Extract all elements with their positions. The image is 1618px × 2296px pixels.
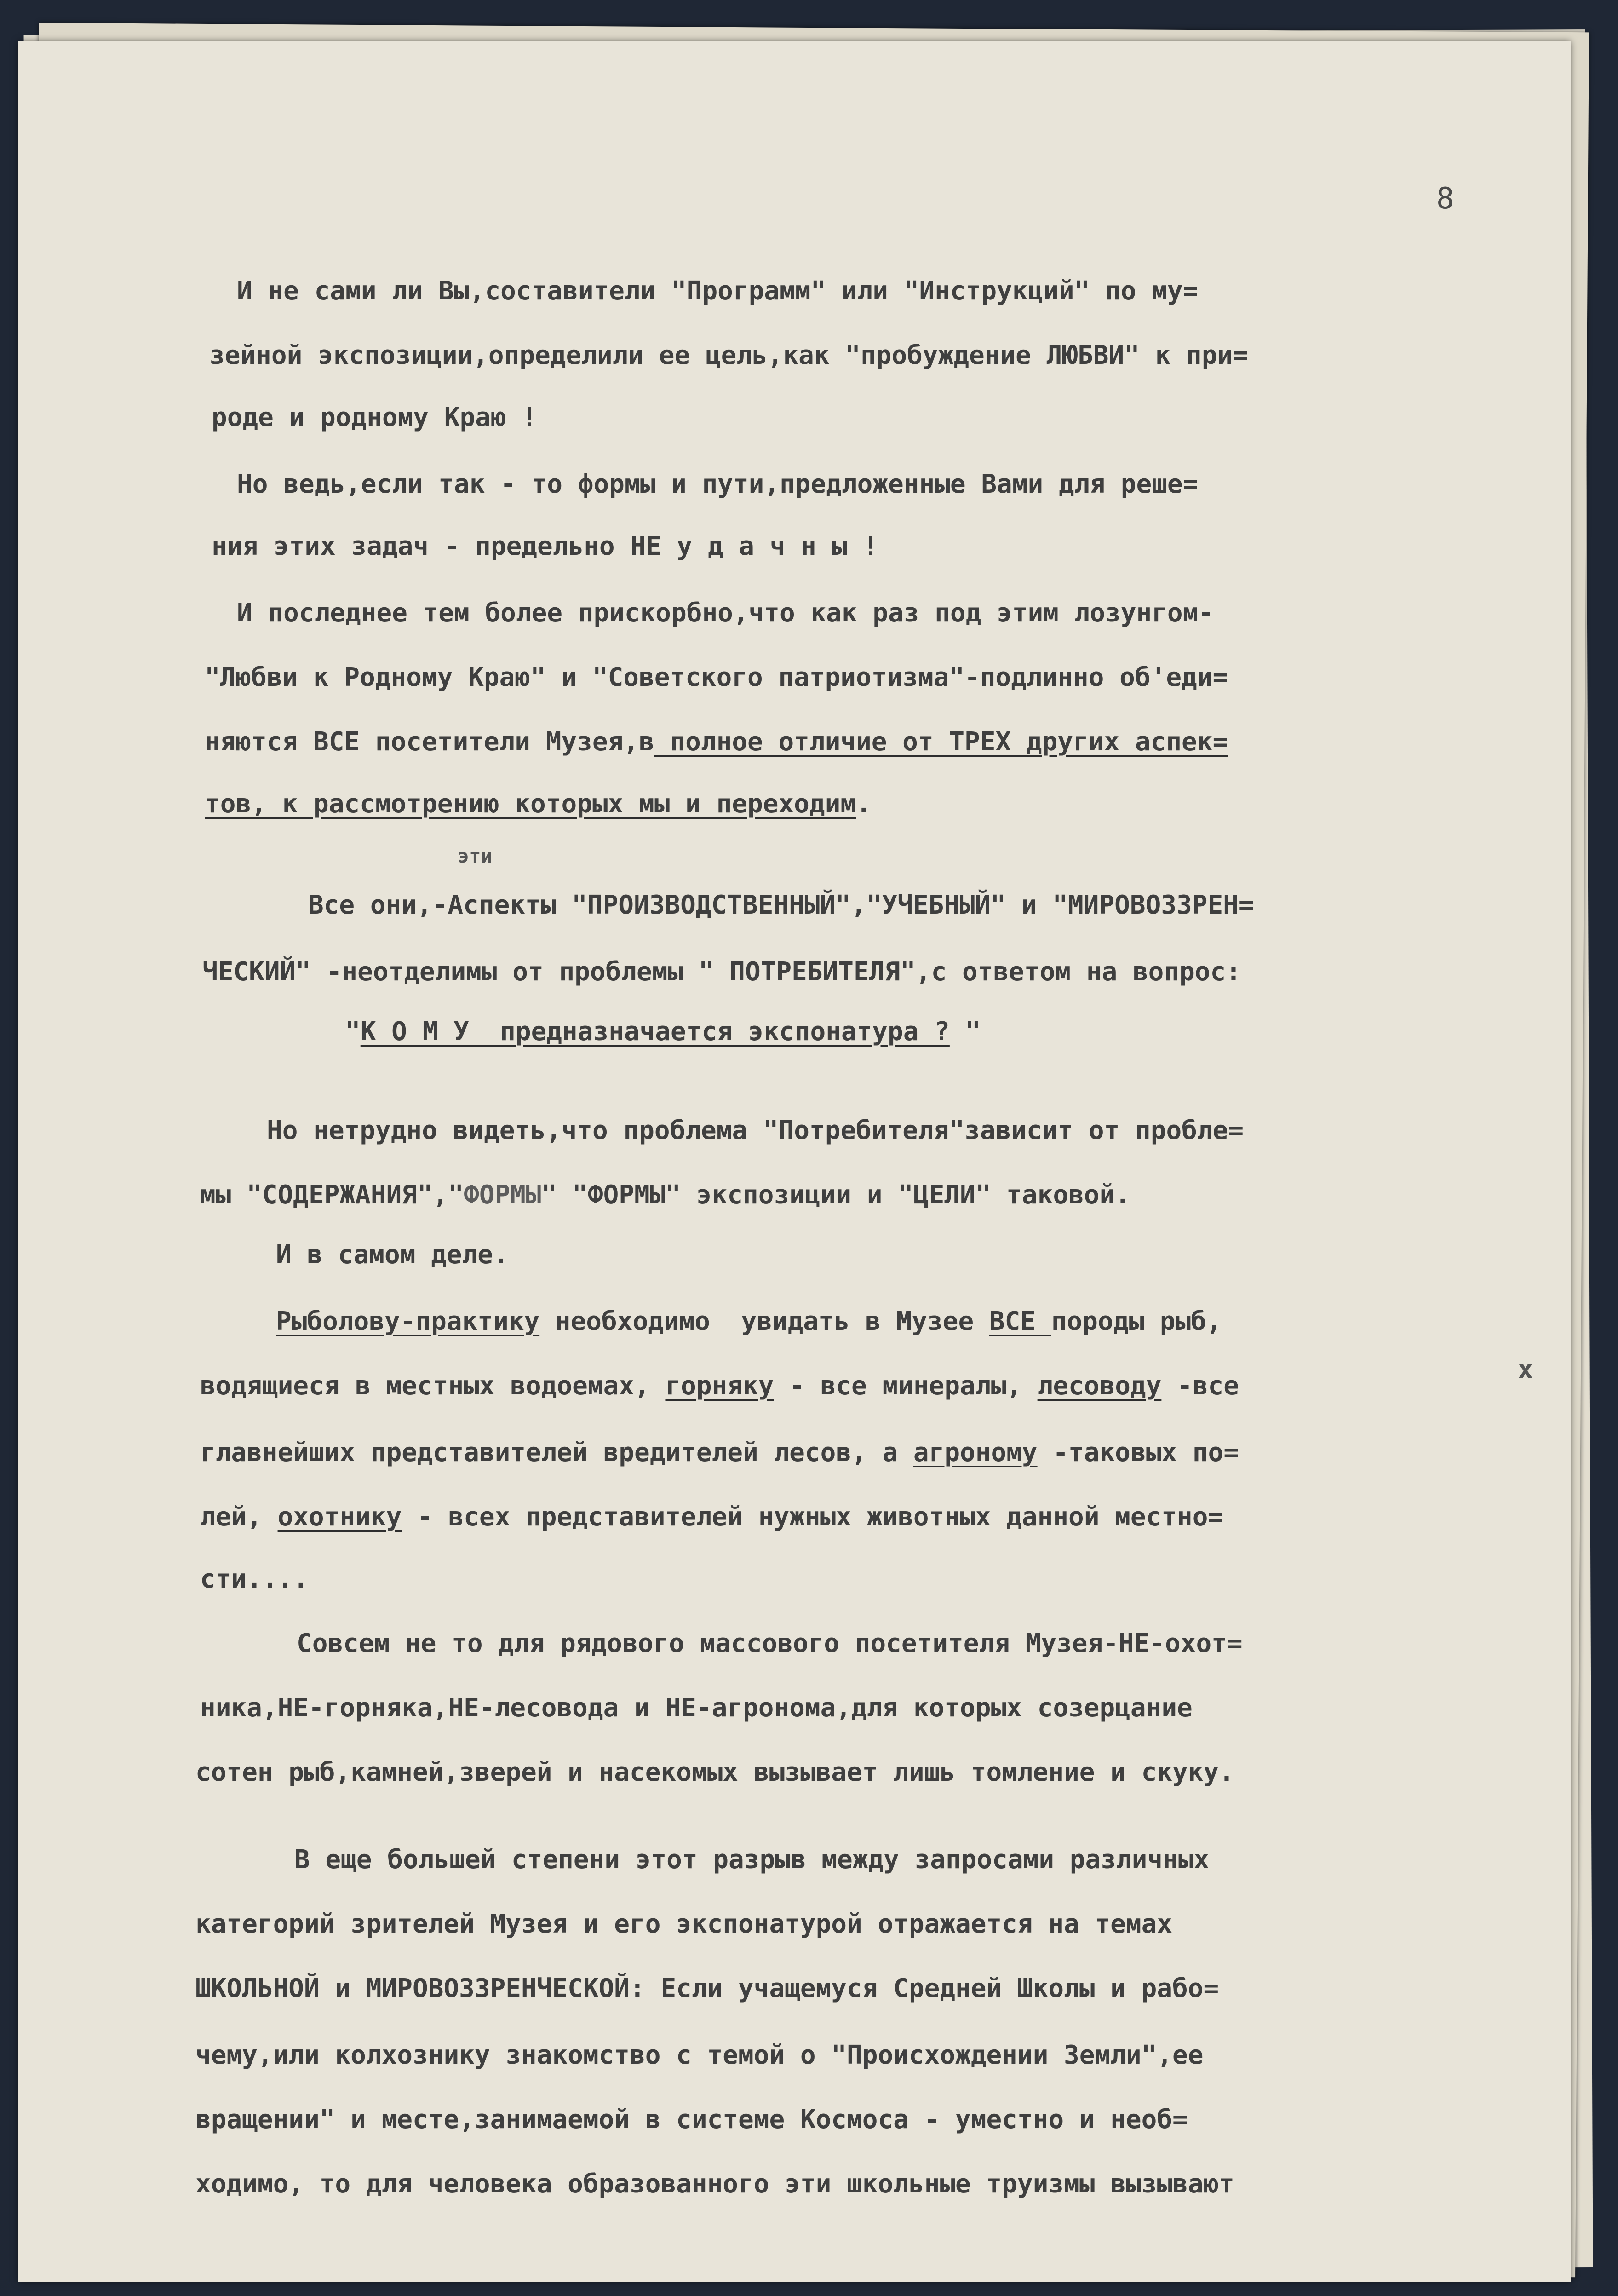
text-line	[276, 1306, 1222, 1336]
overtyped-text: ФОРМЫ	[464, 1180, 541, 1210]
text-line	[200, 1504, 1223, 1530]
underlined-text: горняку	[665, 1371, 774, 1401]
text-run: мы "СОДЕРЖАНИЯ","	[200, 1180, 464, 1210]
text-line: вращении" и месте,занимаемой в системе Космоса - уместно и необ=	[195, 2105, 1188, 2135]
text-line: чему,или колхознику знакомство с темой о "Происхождении Земли",ее	[195, 2040, 1204, 2070]
margin-mark: х	[1518, 1355, 1533, 1385]
text-line: "Любви к Родному Краю" и "Советского патриотизма"-подлинно об'еди=	[205, 662, 1228, 692]
text-line: ЧЕСКИЙ" -неотделимы от проблемы " ПОТРЕБИТЕЛЯ",с ответом на вопрос:	[202, 957, 1241, 987]
text-line: ШКОЛЬНОЙ и МИРОВОЗЗРЕНЧЕСКОЙ: Если учащемуся Средней Школы и рабо=	[195, 1974, 1219, 2003]
text-run: "	[345, 1017, 361, 1047]
text-line: Все они,-Аспекты "ПРОИЗВОДСТВЕННЫЙ","УЧЕБНЫЙ" и "МИРОВОЗЗРЕН=	[308, 890, 1254, 920]
text-run: " "ФОРМЫ" экспозиции и "ЦЕЛИ" таковой.	[541, 1180, 1130, 1210]
text-run: няются ВСЕ посетители Музея,в	[205, 727, 654, 757]
text-run: породы рыб,	[1051, 1306, 1222, 1336]
text-line: роде и родному Краю !	[212, 403, 538, 432]
text-line	[345, 1019, 981, 1045]
text-line: Но ведь,если так - то формы и пути,предложенные Вами для реше=	[237, 469, 1199, 499]
text-line: И в самом деле.	[276, 1240, 509, 1270]
text-run: главнейших представителей вредителей лесов, а	[200, 1438, 913, 1467]
text-line: категорий зрителей Музея и его экспонатурой отражается на темах	[195, 1909, 1173, 1939]
underlined-text: Рыболову-практику	[276, 1306, 540, 1336]
text-line: Но нетрудно видеть,что проблема "Потребителя"зависит от пробле=	[267, 1116, 1244, 1145]
underlined-text: охотнику	[277, 1502, 402, 1532]
text-run: лей,	[200, 1502, 278, 1532]
text-line: В еще большей степени этот разрыв между запросами различных	[294, 1845, 1210, 1875]
text-line: сотен рыб,камней,зверей и насекомых вызывает лишь томление и скуку.	[195, 1757, 1234, 1787]
handwritten-insertion: эти	[458, 845, 493, 867]
underlined-text: лесоводу	[1037, 1371, 1162, 1401]
text-line: И последнее тем более прискорбно,что как раз под этим лозунгом-	[237, 598, 1214, 628]
text-run: -таковых по=	[1037, 1438, 1239, 1467]
text-line: Совсем не то для рядового массового посетителя Музея-НЕ-охот=	[297, 1628, 1243, 1658]
typed-text	[18, 41, 1571, 2282]
page-number: 8	[1436, 182, 1454, 216]
text-run: "	[949, 1017, 981, 1047]
text-line: ника,НЕ-горняка,НЕ-лесовода и НЕ-агронома,для которых созерцание	[200, 1693, 1193, 1723]
text-run: - все минералы,	[774, 1371, 1038, 1401]
text-line	[200, 1373, 1239, 1399]
text-run: необходимо увидать в Музее	[539, 1306, 989, 1336]
text-line	[205, 791, 872, 817]
text-line	[205, 729, 1228, 755]
text-line: сти....	[200, 1564, 309, 1594]
text-line: ходимо, то для человека образованного эти школьные труизмы вызывают	[195, 2169, 1234, 2199]
text-run: водящиеся в местных водоемах,	[200, 1371, 666, 1401]
text-line	[200, 1182, 1130, 1208]
text-line: ния этих задач - предельно НЕ у д а ч н ы !	[212, 531, 878, 561]
text-line: И не сами ли Вы,составители "Программ" или "Инструкций" по му=	[237, 276, 1199, 306]
underlined-text: ВСЕ	[989, 1306, 1051, 1336]
text-run: -все	[1161, 1371, 1239, 1401]
underlined-text: полное отличие от ТРЕХ других аспек=	[654, 727, 1228, 757]
text-line	[200, 1440, 1239, 1466]
underlined-text: К О М У предназначается экспонатура ?	[360, 1017, 950, 1047]
text-run: .	[856, 789, 872, 819]
text-line: зейной экспозиции,определили ее цель,как "пробуждение ЛЮБВИ" к при=	[209, 340, 1248, 370]
text-run: - всех представителей нужных животных данной местно=	[402, 1502, 1224, 1532]
underlined-text: агроному	[913, 1438, 1038, 1467]
typewritten-page	[18, 41, 1571, 2282]
underlined-text: тов, к рассмотрению которых мы и переходим	[205, 789, 856, 819]
